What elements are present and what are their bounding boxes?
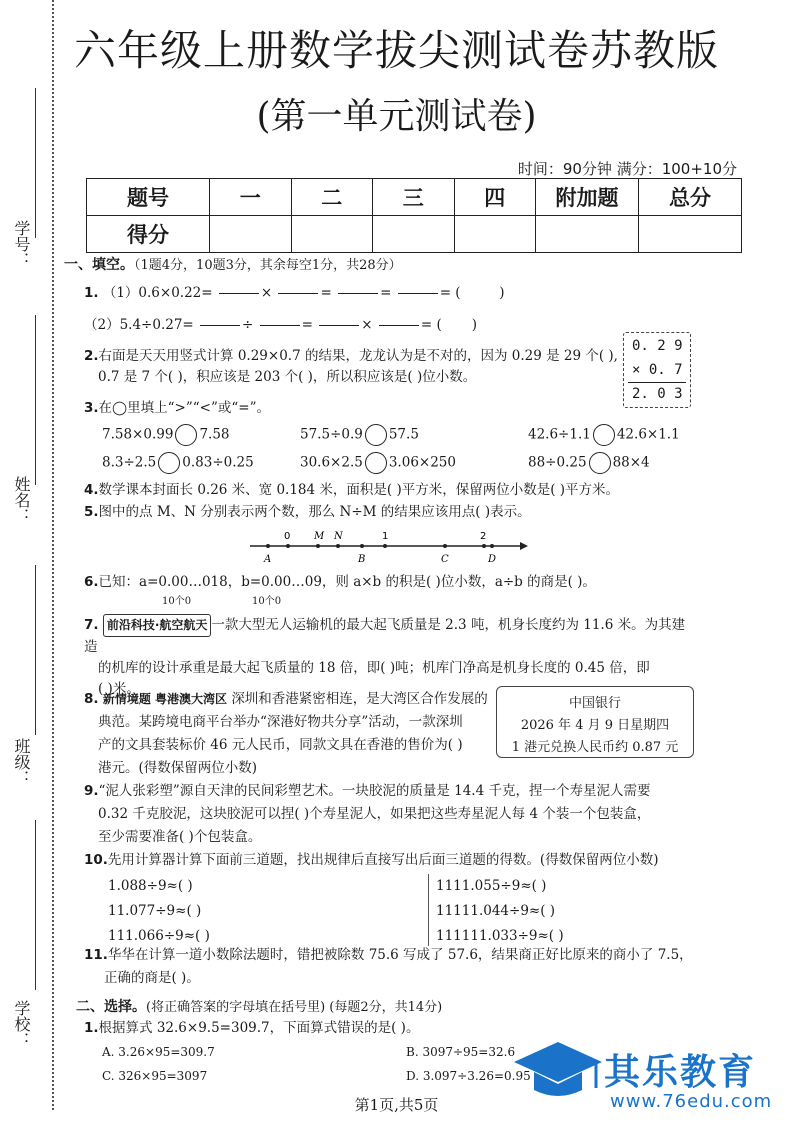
vertical-calc-line: 0. 2 9 xyxy=(632,338,683,354)
q6 xyxy=(84,572,596,593)
score-header-cell: 总分 xyxy=(639,179,742,216)
q10-item: 1.088÷9≈( ) xyxy=(108,878,193,894)
score-header-cell: 附加题 xyxy=(536,179,639,216)
q2-number: 2. xyxy=(84,348,99,364)
bank-date: 2026 年 4 月 9 日星期四 xyxy=(520,718,670,733)
s2-q1-text: 根据算式 32.6×9.5=309.7，下面算式错误的是( )。 xyxy=(98,1020,420,1036)
q8-line4: 港元。(得数保留两位小数) xyxy=(98,760,258,776)
time-info: 时间：90分钟 满分：100+10分 xyxy=(517,160,737,178)
q3-right: 7.58 xyxy=(199,426,230,443)
school-label: 学校： xyxy=(12,1000,31,1048)
q3-right: 42.6×1.1 xyxy=(616,426,680,443)
table-row xyxy=(87,179,742,216)
score-cell[interactable] xyxy=(536,216,639,253)
option-a: A. 3.26×95=309.7 xyxy=(102,1045,215,1059)
score-row-label: 得分 xyxy=(87,216,210,253)
option-d: D. 3.097÷3.26=0.95 xyxy=(406,1069,531,1083)
q4-number: 4. xyxy=(84,482,99,498)
q10 xyxy=(84,850,658,871)
table-row xyxy=(87,216,742,253)
q3-item xyxy=(528,452,650,474)
vertical-calc-line: 2. 0 3 xyxy=(632,386,683,402)
q1b-text: （2）5.4÷0.27= xyxy=(84,317,194,333)
watermark-name: 其乐教育 xyxy=(604,1052,757,1093)
q3-left: 57.5÷0.9 xyxy=(300,426,363,443)
student-id-label: 学号： xyxy=(12,220,31,268)
nl-label-1: 1 xyxy=(382,531,389,542)
blank-fraction[interactable] xyxy=(260,314,300,337)
q11-line2: 正确的商是( )。 xyxy=(104,970,200,986)
score-table xyxy=(86,178,742,253)
q4 xyxy=(84,480,619,501)
q10-right xyxy=(436,874,564,949)
watermark-url: www.76edu.com xyxy=(610,1091,773,1112)
q1a-text: （1）0.6×0.22= xyxy=(102,285,213,301)
vertical-calc-line: × 0. 7 xyxy=(632,362,683,378)
bank-name: 中国银行 xyxy=(568,696,621,711)
q9-number: 9. xyxy=(84,783,99,799)
q6-text: 已知：a=0.00…018，b=0.00…09，则 a×b 的积是( )位小数，a÷b 的商是( )。 xyxy=(98,574,596,590)
option-b: B. 3097÷95=32.6 xyxy=(406,1045,516,1059)
nl-point-c: C xyxy=(441,554,449,565)
compare-circle[interactable] xyxy=(175,424,197,446)
score-header-cell: 三 xyxy=(373,179,455,216)
q10-item: 111111.033÷9≈( ) xyxy=(436,928,564,944)
q9-line3: 至少需要准备( )个包装盒。 xyxy=(98,829,262,845)
nl-point-a: A xyxy=(264,554,272,565)
q10-left xyxy=(108,874,210,949)
q10-text: 先用计算器计算下面前三道题，找出规律后直接写出后面三道题的得数。(得数保留两位小数) xyxy=(107,852,659,868)
q5-text: 图中的点 M、N 分别表示两个数，那么 N÷M 的结果应该用点( )表示。 xyxy=(98,504,531,520)
compare-circle[interactable] xyxy=(365,452,387,474)
nl-point-d: D xyxy=(488,554,497,565)
bank-notice xyxy=(496,686,694,758)
q9-line1: “泥人张彩塑”源自天津的民间彩塑艺术。一块胶泥的质量是 14.4 千克，捏一个寿星泥人需要 xyxy=(98,783,651,799)
q10-number: 10. xyxy=(84,852,108,868)
score-cell[interactable] xyxy=(454,216,536,253)
q9 xyxy=(84,780,694,849)
compare-circle[interactable] xyxy=(589,452,611,474)
q3-item xyxy=(102,452,254,474)
q3-right: 57.5 xyxy=(388,426,419,443)
blank-fraction[interactable] xyxy=(200,314,240,337)
q8-number: 8. xyxy=(84,691,99,707)
blank-fraction[interactable] xyxy=(319,314,359,337)
q1a: 1. （1）0.6×0.22= × = = = ( ) xyxy=(84,282,504,305)
score-header-cell: 二 xyxy=(291,179,373,216)
section1-heading xyxy=(64,254,402,274)
q7-number: 7. xyxy=(84,617,99,633)
page-footer: 第1页,共5页 xyxy=(354,1096,439,1114)
q3-right: 3.06×250 xyxy=(388,454,456,471)
q1-number: 1. xyxy=(84,285,99,301)
q10-item: 1111.055÷9≈( ) xyxy=(436,878,547,894)
score-header-cell: 题号 xyxy=(87,179,210,216)
blank-fraction[interactable] xyxy=(219,282,259,305)
compare-circle[interactable] xyxy=(158,452,180,474)
bank-rate: 1 港元兑换人民币约 0.87 元 xyxy=(511,740,679,755)
page-title: 六年级上册数学拔尖测试卷苏教版 xyxy=(73,26,719,75)
q3-left: 88÷0.25 xyxy=(528,454,587,471)
q5 xyxy=(84,502,531,523)
q6-number: 6. xyxy=(84,574,99,590)
q7-line3: ( )米。 xyxy=(98,681,140,697)
score-cell[interactable] xyxy=(639,216,742,253)
q6-brace-b: 10个0 xyxy=(252,596,282,607)
class-label: 班级： xyxy=(12,738,31,786)
q11 xyxy=(84,944,694,990)
q3-number: 3. xyxy=(84,400,99,416)
blank-fraction[interactable] xyxy=(379,314,419,337)
q8-line1: 深圳和香港紧密相连，是大湾区合作发展的 xyxy=(231,691,488,707)
name-line xyxy=(35,315,36,485)
nl-label-2: 2 xyxy=(480,531,487,542)
graduation-cap-icon xyxy=(512,1038,604,1102)
section1-note: （1题4分，10题3分，其余每空1分，共28分） xyxy=(134,258,402,273)
section2-note: (将正确答案的字母填在括号里) (每题2分，共14分) xyxy=(146,1000,443,1015)
q3-item xyxy=(300,452,456,474)
q3-right: 0.83÷0.25 xyxy=(182,454,254,471)
section2-heading xyxy=(76,996,442,1016)
vertical-calc-rule xyxy=(628,382,686,383)
blank-fraction[interactable] xyxy=(398,282,438,305)
score-cell[interactable] xyxy=(210,216,292,253)
q11-line1: 华华在计算一道小数除法题时，错把被除数 75.6 写成了 57.6，结果商正好比原来的商小了 7.5， xyxy=(107,947,693,963)
q7-tag: 前沿科技·航空航天 xyxy=(103,614,212,637)
q3 xyxy=(84,398,270,419)
q9-line2: 0.32 千克胶泥，这块胶泥可以捏( )个寿星泥人，如果把这些寿星泥人每 4 个装一个包装盒， xyxy=(98,806,651,822)
nl-label-n: N xyxy=(334,531,343,542)
q8 xyxy=(84,688,494,780)
q10-item: 111.066÷9≈( ) xyxy=(108,928,210,944)
section2-title: 二、选择。 xyxy=(76,999,146,1015)
q7-line1: 一款大型无人运输机的最大起飞质量是 2.3 吨，机身长度约为 11.6 米。为其建造 xyxy=(84,617,686,655)
q10-item: 11111.044÷9≈( ) xyxy=(436,903,556,919)
option-c: C. 326×95=3097 xyxy=(102,1069,208,1083)
q11-number: 11. xyxy=(84,947,108,963)
q1b: （2）5.4÷0.27= ÷ = × = ( ) xyxy=(84,314,477,337)
vertical-calc-box xyxy=(623,332,691,408)
blank-fraction[interactable] xyxy=(278,282,318,305)
q8-tag: 新情境题 粤港澳大湾区 xyxy=(102,692,228,706)
nl-point-b: B xyxy=(358,554,366,565)
q3-text: 在◯里填上“>”“<”或“=”。 xyxy=(98,400,270,416)
q3-item xyxy=(102,424,230,446)
school-line xyxy=(35,820,36,990)
q6-brace-a: 10个0 xyxy=(162,596,192,607)
blank-fraction[interactable] xyxy=(338,282,378,305)
q3-left: 42.6÷1.1 xyxy=(528,426,591,443)
class-line xyxy=(35,565,36,735)
q2-line2: 0.7 是 7 个( )，积应该是 203 个( )，所以积应该是( )位小数。 xyxy=(98,369,477,385)
q3-right: 88×4 xyxy=(612,454,650,471)
q4-text: 数学课本封面长 0.26 米、宽 0.184 米，面积是( )平方米，保留两位小数是( )平方米。 xyxy=(98,482,620,498)
q10-item: 11.077÷9≈( ) xyxy=(108,903,202,919)
score-header-cell: 四 xyxy=(454,179,536,216)
q2 xyxy=(84,346,620,388)
q7-line2: 的机库的设计承重是最大起飞质量的 18 倍，即( )吨；机库门净高是机身长度的 0.45 倍，即 xyxy=(98,660,650,676)
score-header-cell: 一 xyxy=(210,179,292,216)
score-cell[interactable] xyxy=(291,216,373,253)
q10-divider xyxy=(428,874,429,946)
q3-left: 7.58×0.99 xyxy=(102,426,174,443)
section1-title: 一、填空。 xyxy=(64,257,134,273)
binding-line xyxy=(52,0,54,1110)
q3-left: 30.6×2.5 xyxy=(300,454,363,471)
page-subtitle: (第一单元测试卷) xyxy=(256,96,537,137)
q3-item xyxy=(300,424,419,446)
score-cell[interactable] xyxy=(373,216,455,253)
q2-line1: 右面是天天用竖式计算 0.29×0.7 的结果，龙龙认为是不对的，因为 0.29 是 29 个( ), xyxy=(98,348,618,364)
nl-label-m: M xyxy=(314,531,325,542)
name-label: 姓名： xyxy=(12,476,31,524)
q8-line2: 典范。某跨境电商平台举办“深港好物共分享”活动，一款深圳 xyxy=(98,714,463,730)
compare-circle[interactable] xyxy=(593,424,615,446)
q3-item xyxy=(528,424,680,446)
q3-left: 8.3÷2.5 xyxy=(102,454,157,471)
s2-q1-number: 1. xyxy=(84,1020,99,1036)
compare-circle[interactable] xyxy=(365,424,387,446)
q5-number: 5. xyxy=(84,504,99,520)
number-line xyxy=(240,526,530,570)
nl-label-0: 0 xyxy=(284,531,291,542)
s2-q1 xyxy=(84,1018,419,1039)
q8-line3: 产的文具套装标价 46 元人民币，同款文具在香港的售价为( ) xyxy=(98,737,463,753)
